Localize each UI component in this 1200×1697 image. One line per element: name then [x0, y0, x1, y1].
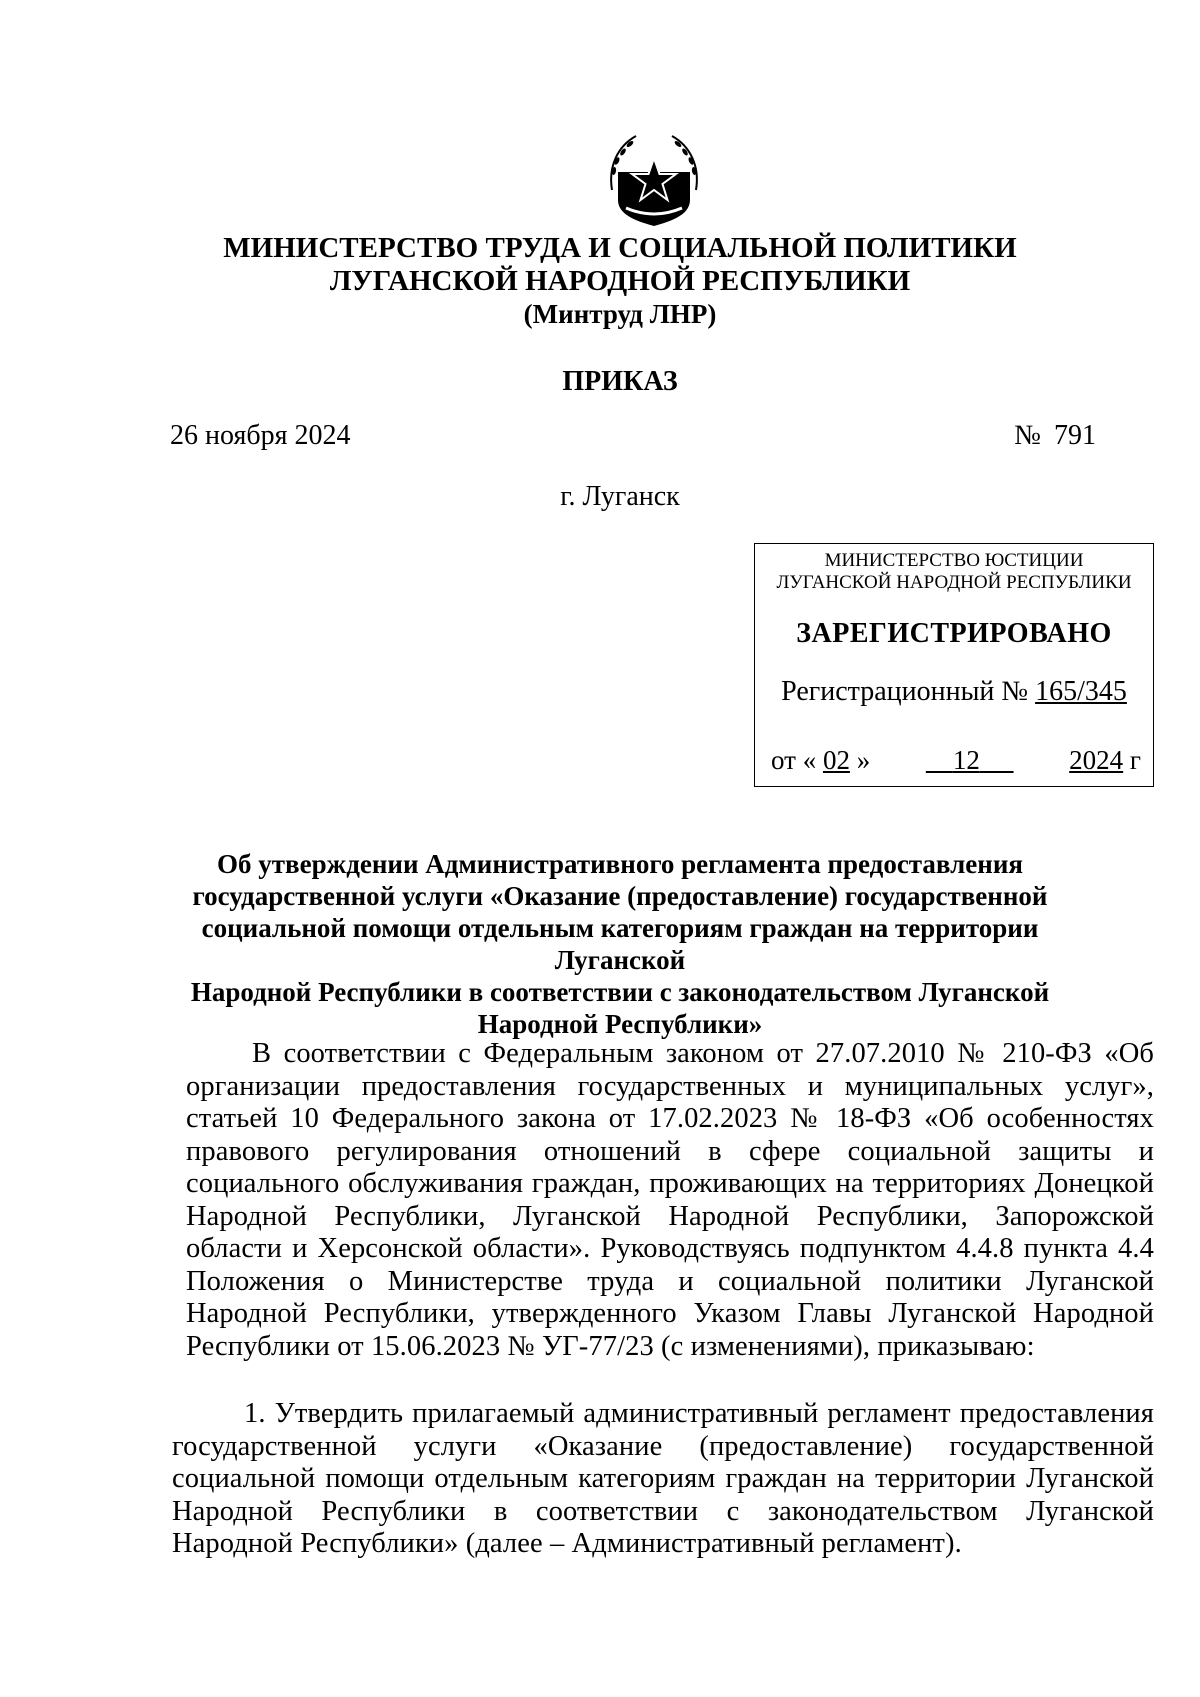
stamp-year: 2024: [1069, 745, 1124, 775]
ministry-name-line1: МИНИСТЕРСТВО ТРУДА И СОЦИАЛЬНОЙ ПОЛИТИКИ: [223, 232, 1017, 264]
ministry-header: [170, 232, 1070, 331]
stamp-date-close: »: [849, 745, 871, 775]
stamp-month: [926, 745, 1014, 776]
stamp-org-line1: МИНИСТЕРСТВО ЮСТИЦИИ: [824, 550, 1084, 571]
coat-of-arms-icon: [596, 128, 712, 228]
stamp-registration-number: [755, 676, 1153, 708]
title-line: государственной услуги «Оказание (предоставление) государственной: [192, 881, 1048, 911]
ministry-name-line2: ЛУГАНСКОЙ НАРОДНОЙ РЕСПУБЛИКИ: [329, 265, 911, 297]
order-number: № 791: [1014, 420, 1096, 451]
stamp-reg-value: 165/345: [1035, 676, 1127, 707]
stamp-registration-date: [771, 745, 1141, 776]
stamp-registered: ЗАРЕГИСТРИРОВАНО: [796, 618, 1112, 649]
stamp-year-group: [1069, 745, 1141, 776]
registration-stamp: [754, 543, 1154, 787]
stamp-month-value: 12: [952, 745, 980, 775]
preamble-paragraph: В соответствии с Федеральным законом от 27.07.2010 № 210-ФЗ «Об организации предоставления государственных и муниципальных услуг», статьей 10 Федерального закона от 17.02.2023 № 18-ФЗ «Об особенностях правового регулирования отношений в сфере социальной защиты и социального обслуживания граждан, проживающих на территориях Донецкой Народной Республики, Луганской Народной Республики, Запорожской области и Херсонской области». Руководствуясь подпунктом 4.4.8 пункта 4.4 Положения о Министерстве труда и социальной политики Луганской Народной Республики, утвержденного Указом Главы Луганской Народной Республики от 15.06.2023 № УГ-77/23 (с изменениями), приказываю:: [186, 1038, 1154, 1362]
stamp-day-group: [771, 745, 870, 776]
stamp-year-suffix: г: [1123, 745, 1141, 775]
order-date: 26 ноября 2024: [170, 420, 351, 451]
title-line: Народной Республики»: [477, 1009, 763, 1039]
order-city: г. Луганск: [560, 481, 680, 512]
order-title: ПРИКАЗ: [562, 366, 678, 397]
stamp-organization: [755, 550, 1153, 594]
stamp-date-prefix: от «: [771, 745, 823, 775]
title-line: социальной помощи отдельным категориям граждан на территории Луганской: [201, 913, 1039, 975]
title-line: Об утверждении Административного регламента предоставления: [217, 849, 1023, 879]
ministry-abbreviation: (Минтруд ЛНР): [523, 299, 717, 329]
document-title: [140, 848, 1100, 1040]
title-line: Народной Республики в соответствии с законодательством Луганской: [190, 977, 1050, 1007]
stamp-day: 02: [822, 745, 850, 775]
stamp-reg-label: Регистрационный №: [781, 676, 1036, 707]
stamp-org-line2: ЛУГАНСКОЙ НАРОДНОЙ РЕСПУБЛИКИ: [776, 572, 1132, 593]
clause-1-paragraph: 1. Утвердить прилагаемый административный регламент предоставления государственной услуги «Оказание (предоставление) государственной социальной помощи отдельным категориям граждан на территории Луганской Народной Республики в соответствии с законодательством Луганской Народной Республики» (далее – Административный регламент).: [172, 1398, 1154, 1559]
